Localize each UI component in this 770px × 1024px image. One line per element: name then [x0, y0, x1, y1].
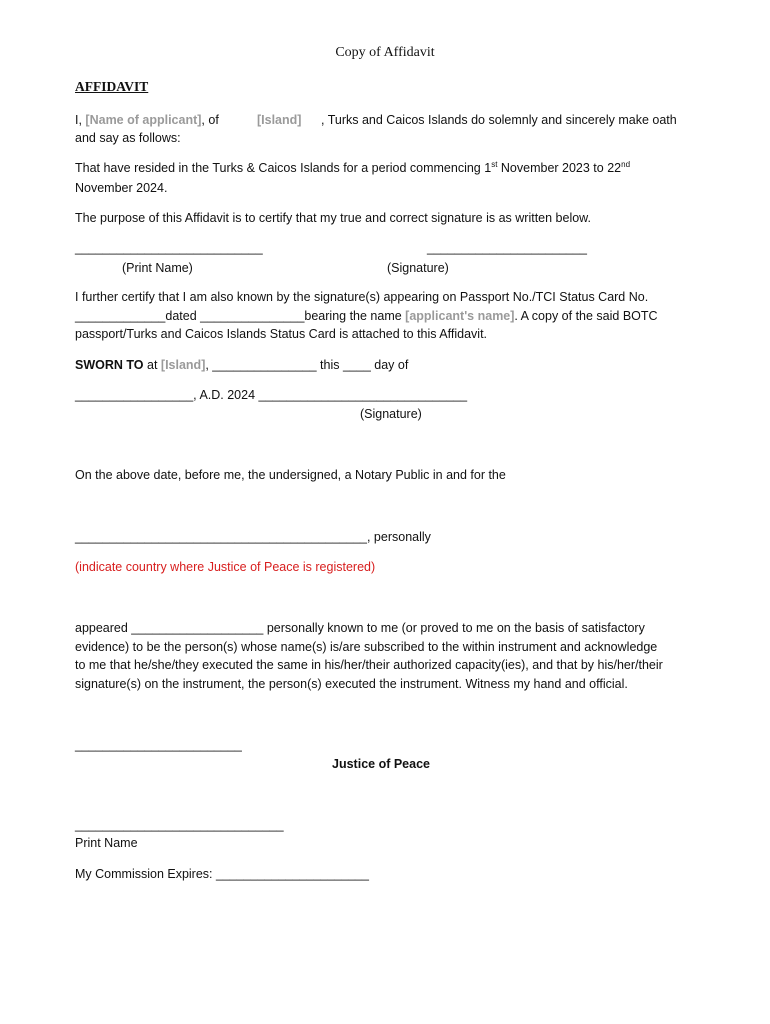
sworn-label: SWORN TO: [75, 358, 144, 372]
country-note: (indicate country where Justice of Peace is registered): [75, 560, 376, 574]
oath-suffix: , Turks and Caicos Islands do solemnly and sincerely make oath: [321, 113, 677, 127]
print-name-line: ___________________________: [75, 241, 263, 255]
affidavit-heading: AFFIDAVIT: [75, 79, 149, 94]
applicant-name-placeholder: [Name of applicant]: [85, 113, 202, 127]
island-placeholder: [Island]: [257, 113, 302, 127]
sworn-signature-label: (Signature): [360, 407, 422, 421]
sworn-line-1: [75, 358, 408, 373]
appeared-line-1: appeared ___________________ personally known to me (or proved to me on the basis of satisfactory: [75, 621, 645, 635]
oath-prefix: I,: [75, 113, 86, 127]
appeared-line-2: evidence) to be the person(s) whose name(s) is/are subscribed to the within instrument and acknowledge: [75, 640, 658, 654]
residence-part-2: November 2023 to 22: [497, 161, 622, 175]
justice-signature-line: ________________________: [75, 738, 242, 752]
justice-of-peace-title: Justice of Peace: [332, 757, 430, 771]
residence-line-1: [75, 161, 630, 176]
print-name-caption: Print Name: [75, 836, 138, 850]
print-name-signature-line: ______________________________: [75, 818, 284, 832]
sworn-line-2: _________________, A.D. 2024 ______________________________: [75, 388, 468, 402]
oath-of-text: , of: [201, 113, 219, 127]
commission-expires: My Commission Expires: ______________________: [75, 867, 369, 881]
further-line-3: passport/Turks and Caicos Islands Status Card is attached to this Affidavit.: [75, 327, 488, 341]
further-line-2: [75, 309, 658, 324]
sworn-rest: , _______________ this ____ day of: [205, 358, 409, 372]
signature-line: _______________________: [427, 241, 587, 255]
print-name-label: (Print Name): [122, 261, 193, 275]
further-line-2-a: _____________dated _______________bearing the name: [75, 309, 406, 323]
appeared-line-3: to me that he/she/they executed the same in his/her/their authorized capacity(ies), and that by his/her/their: [75, 658, 663, 672]
residence-line-2: November 2024.: [75, 181, 168, 195]
sworn-at: at: [143, 358, 161, 372]
notary-intro: On the above date, before me, the undersigned, a Notary Public in and for the: [75, 468, 506, 482]
further-line-1: I further certify that I am also known by the signature(s) appearing on Passport No./TCI Status Card No.: [75, 290, 649, 304]
document-title: Copy of Affidavit: [335, 45, 435, 60]
appeared-line-4: signature(s) on the instrument, the person(s) executed the instrument. Witness my hand and official.: [75, 677, 628, 691]
residence-part-1: That have resided in the Turks & Caicos Islands for a period commencing 1: [75, 161, 492, 175]
further-line-2-b: . A copy of the said BOTC: [514, 309, 658, 323]
oath-line-2: and say as follows:: [75, 131, 181, 145]
signature-label: (Signature): [387, 261, 449, 275]
personally-line: __________________________________________, personally: [75, 530, 431, 544]
purpose-text: The purpose of this Affidavit is to certify that my true and correct signature is as written below.: [75, 211, 591, 225]
oath-line-1: [75, 113, 219, 128]
sworn-island-placeholder: [Island]: [160, 358, 206, 372]
applicant-name-placeholder-2: [applicant's name]: [405, 309, 515, 323]
residence-sup-2: nd: [621, 160, 631, 169]
residence-sup-1: st: [491, 160, 498, 169]
